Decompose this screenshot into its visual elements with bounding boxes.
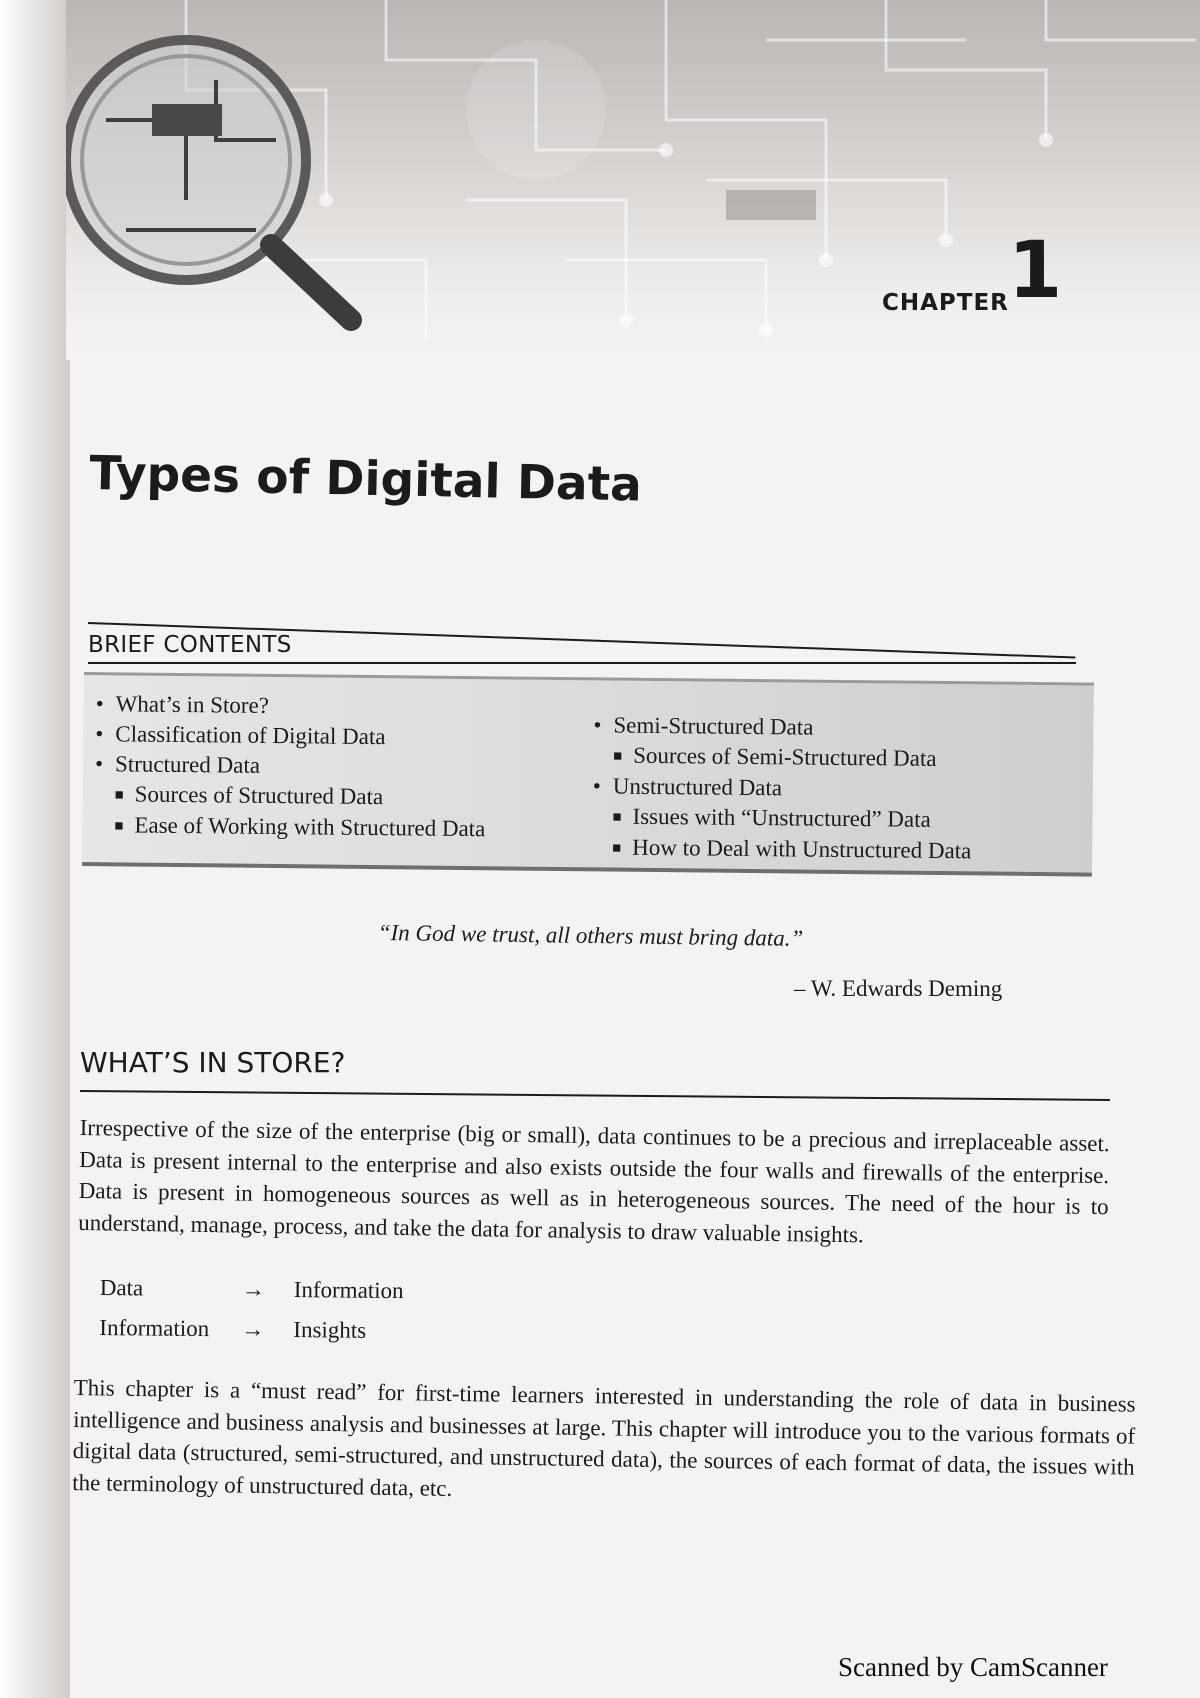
chapter-title: Types of Digital Data: [88, 446, 643, 513]
brief-contents-rule: [88, 662, 1076, 664]
brief-contents-heading: BRIEF CONTENTS: [88, 632, 292, 658]
contents-item: • Classification of Digital Data: [95, 721, 386, 750]
contents-subitem: ■ Sources of Structured Data: [114, 781, 384, 810]
epigraph-author: – W. Edwards Deming: [794, 976, 1003, 1001]
contents-subitem: ■ Sources of Semi-Structured Data: [613, 742, 937, 771]
contents-item: • Unstructured Data: [592, 773, 783, 801]
contents-item: • Semi-Structured Data: [593, 712, 814, 740]
brief-contents-right-column: [592, 710, 973, 867]
contents-subitem: ■ How to Deal with Unstructured Data: [612, 834, 972, 864]
flow-row: Data → Information: [100, 1268, 404, 1311]
contents-subitem: ■ Ease of Working with Structured Data: [114, 812, 486, 842]
chapter-label: CHAPTER: [882, 290, 1009, 316]
epigraph-quote: “In God we trust, all others must bring data.”: [377, 920, 804, 951]
chapter-number: 1: [1008, 226, 1063, 316]
section-rule: [80, 1090, 1110, 1101]
magnifying-glass-icon: [66, 40, 351, 320]
scanner-watermark: Scanned by CamScanner: [838, 1652, 1108, 1682]
chapter-overview-paragraph: This chapter is a “must read” for first-time learners interested in understanding the role of data in business intelligence and business analysis and businesses at large. This chapter will introduce you to the various formats of digital data (structured, semi-structured, and unstructured data), the sources of each format of data, the issues with the terminology of unstructured data, etc.: [72, 1374, 1136, 1501]
section-heading: WHAT’S IN STORE?: [80, 1046, 346, 1079]
data-flow-list: [99, 1268, 404, 1351]
brief-contents-box: [82, 672, 1094, 877]
brief-contents-left-column: [94, 689, 487, 845]
flow-row: Information → Insights: [99, 1308, 403, 1351]
contents-item: • What’s in Store?: [95, 691, 270, 718]
contents-item: • Structured Data: [94, 751, 261, 778]
right-arrow-icon: →: [241, 1276, 265, 1302]
page-edge-shadow: [0, 0, 70, 1698]
right-arrow-icon: →: [241, 1316, 265, 1342]
contents-subitem: ■ Issues with “Unstructured” Data: [612, 803, 931, 832]
intro-paragraph: Irrespective of the size of the enterprise (big or small), data continues to be a precious and irreplaceable asset. Data is present internal to the enterprise and also exists outside the four walls and firewalls of the enterprise. Data is present in homogeneous sources as well as in heterogeneous sources. The need of the hour is to understand, manage, process, and take the data for analysis to draw valuable insights.: [78, 1114, 1110, 1247]
